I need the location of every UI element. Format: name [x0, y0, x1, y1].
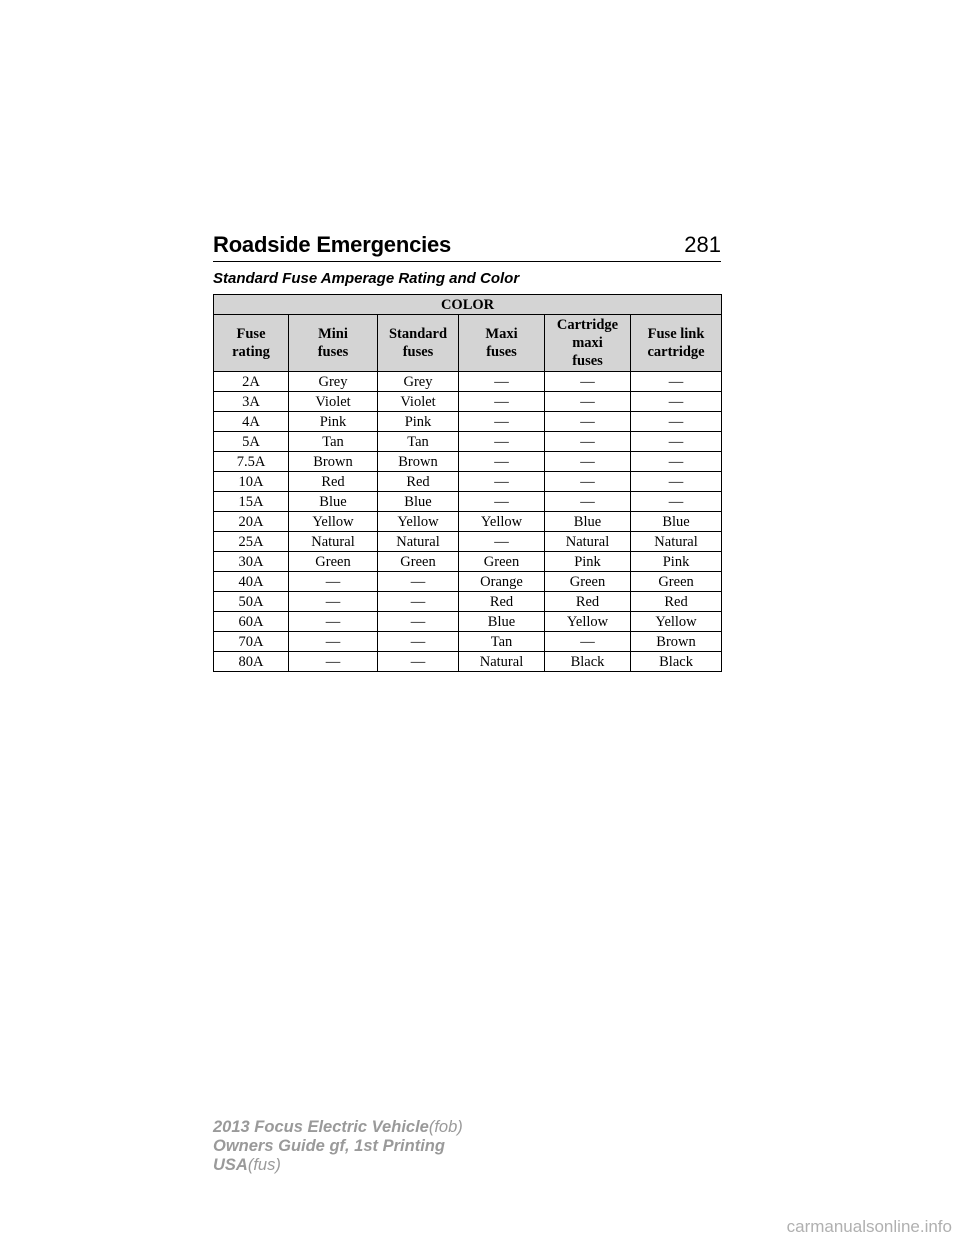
footer-guide: Owners Guide gf, 1st Printing [213, 1137, 445, 1155]
fuse-color-cell: Pink [289, 412, 378, 432]
fuse-color-cell: Natural [631, 532, 722, 552]
fuse-color-cell: — [289, 632, 378, 652]
column-header-line: rating [232, 344, 270, 360]
fuse-color-cell: — [459, 412, 545, 432]
fuse-color-cell: — [545, 492, 631, 512]
table-row [214, 592, 722, 612]
fuse-color-cell: Pink [378, 412, 459, 432]
fuse-color-cell: Tan [378, 432, 459, 452]
column-header-line: fuses [402, 344, 434, 360]
fuse-rating-cell: 50A [214, 592, 289, 612]
table-row [214, 412, 722, 432]
fuse-color-cell: — [378, 612, 459, 632]
fuse-color-cell: Red [545, 592, 631, 612]
fuse-color-cell: Blue [289, 492, 378, 512]
table-title: Standard Fuse Amperage Rating and Color [213, 270, 520, 287]
fuse-color-cell: Tan [289, 432, 378, 452]
column-header-line: cartridge [647, 344, 705, 360]
fuse-color-cell: — [631, 372, 722, 392]
section-title: Roadside Emergencies [213, 232, 452, 257]
table-row [214, 632, 722, 652]
fuse-color-cell: Yellow [459, 512, 545, 532]
footer-vehicle: 2013 Focus Electric Vehicle [213, 1118, 429, 1136]
fuse-color-cell: — [631, 492, 722, 512]
fuse-color-cell: — [459, 472, 545, 492]
fuse-color-cell: — [631, 452, 722, 472]
fuse-color-cell: — [289, 572, 378, 592]
fuse-color-cell: Green [378, 552, 459, 572]
fuse-color-cell: — [545, 432, 631, 452]
fuse-color-cell: Violet [289, 392, 378, 412]
fuse-rating-cell: 10A [214, 472, 289, 492]
fuse-color-cell: — [545, 372, 631, 392]
watermark: carmanualsonline.info [786, 1217, 952, 1236]
column-header-line: Fuse link [647, 326, 705, 342]
fuse-color-cell: Brown [378, 452, 459, 472]
fuse-color-cell: Brown [631, 632, 722, 652]
column-header [214, 315, 289, 372]
fuse-color-cell: — [289, 592, 378, 612]
fuse-color-cell: Yellow [545, 612, 631, 632]
fuse-color-cell: — [459, 372, 545, 392]
column-header [631, 315, 722, 372]
table-row [214, 572, 722, 592]
fuse-color-cell: — [545, 632, 631, 652]
fuse-color-cell: — [631, 392, 722, 412]
column-header [459, 315, 545, 372]
table-row [214, 472, 722, 492]
table-row [214, 612, 722, 632]
fuse-color-cell: Blue [631, 512, 722, 532]
fuse-color-cell: — [459, 532, 545, 552]
fuse-color-cell: Blue [545, 512, 631, 532]
fuse-color-cell: — [631, 432, 722, 452]
fuse-color-cell: Natural [545, 532, 631, 552]
fuse-color-cell: — [459, 492, 545, 512]
fuse-rating-cell: 3A [214, 392, 289, 412]
column-header-line: Standard [388, 326, 448, 342]
fuse-color-cell: Green [459, 552, 545, 572]
fuse-color-cell: Natural [289, 532, 378, 552]
column-header-line: maxi [572, 335, 603, 351]
column-header-line: fuses [572, 353, 603, 369]
fuse-color-cell: Orange [459, 572, 545, 592]
table-row [214, 432, 722, 452]
page-number: 281 [684, 232, 721, 257]
column-header-line: fuses [317, 344, 349, 360]
fuse-color-cell: Blue [378, 492, 459, 512]
fuse-color-cell: — [289, 612, 378, 632]
fuse-rating-cell: 5A [214, 432, 289, 452]
fuse-color-cell: — [545, 452, 631, 472]
fuse-color-cell: — [378, 572, 459, 592]
fuse-color-cell: — [545, 392, 631, 412]
fuse-color-cell: Black [545, 652, 631, 672]
fuse-color-cell: — [545, 472, 631, 492]
fuse-rating-cell: 70A [214, 632, 289, 652]
fuse-color-cell: — [289, 652, 378, 672]
column-header [545, 315, 631, 372]
fuse-color-cell: Violet [378, 392, 459, 412]
fuse-color-cell: — [459, 432, 545, 452]
column-header-line: fuses [486, 344, 517, 360]
table-row [214, 532, 722, 552]
fuse-color-cell: Yellow [378, 512, 459, 532]
column-header [289, 315, 378, 372]
fuse-rating-cell: 4A [214, 412, 289, 432]
table-row [214, 452, 722, 472]
fuse-color-table [213, 294, 722, 672]
fuse-rating-cell: 30A [214, 552, 289, 572]
fuse-rating-cell: 2A [214, 372, 289, 392]
fuse-color-cell: Green [289, 552, 378, 572]
footer-market: USA [213, 1156, 248, 1174]
table-row [214, 512, 722, 532]
fuse-color-cell: — [631, 472, 722, 492]
fuse-rating-cell: 40A [214, 572, 289, 592]
fuse-color-cell: Black [631, 652, 722, 672]
column-header-line: Cartridge [556, 317, 619, 333]
fuse-color-cell: Yellow [289, 512, 378, 532]
column-header-line: Fuse [236, 326, 266, 342]
table-row [214, 552, 722, 572]
fuse-color-cell: Red [631, 592, 722, 612]
fuse-color-cell: Green [545, 572, 631, 592]
color-group-header: COLOR [214, 295, 722, 315]
fuse-color-cell: — [459, 452, 545, 472]
fuse-color-cell: Grey [378, 372, 459, 392]
fuse-rating-cell: 25A [214, 532, 289, 552]
fuse-color-cell: Natural [378, 532, 459, 552]
fuse-rating-cell: 20A [214, 512, 289, 532]
column-header-line: Maxi [485, 326, 518, 342]
table-row [214, 392, 722, 412]
fuse-color-cell: Grey [289, 372, 378, 392]
table-row [214, 372, 722, 392]
fuse-color-cell: Green [631, 572, 722, 592]
fuse-color-cell: Blue [459, 612, 545, 632]
fuse-rating-cell: 60A [214, 612, 289, 632]
document-footer [213, 1118, 463, 1175]
fuse-color-cell: Red [378, 472, 459, 492]
table-row [214, 492, 722, 512]
fuse-color-cell: Red [459, 592, 545, 612]
fuse-color-cell: — [631, 412, 722, 432]
fuse-color-cell: Red [289, 472, 378, 492]
fuse-color-cell: Tan [459, 632, 545, 652]
column-header [378, 315, 459, 372]
column-header-line: Mini [318, 326, 348, 342]
fuse-color-cell: Pink [631, 552, 722, 572]
fuse-color-cell: — [378, 652, 459, 672]
fuse-rating-cell: 7.5A [214, 452, 289, 472]
table-row [214, 652, 722, 672]
fuse-color-cell: Brown [289, 452, 378, 472]
fuse-color-cell: Pink [545, 552, 631, 572]
fuse-color-cell: — [378, 632, 459, 652]
fuse-color-cell: Yellow [631, 612, 722, 632]
footer-vehicle-code: (fob) [428, 1118, 463, 1136]
header-rule [213, 261, 721, 262]
fuse-color-cell: — [378, 592, 459, 612]
fuse-color-cell: — [459, 392, 545, 412]
page-header [213, 232, 721, 260]
fuse-color-cell: — [545, 412, 631, 432]
fuse-color-cell: Natural [459, 652, 545, 672]
footer-market-code: (fus) [247, 1156, 281, 1174]
fuse-rating-cell: 80A [214, 652, 289, 672]
fuse-rating-cell: 15A [214, 492, 289, 512]
